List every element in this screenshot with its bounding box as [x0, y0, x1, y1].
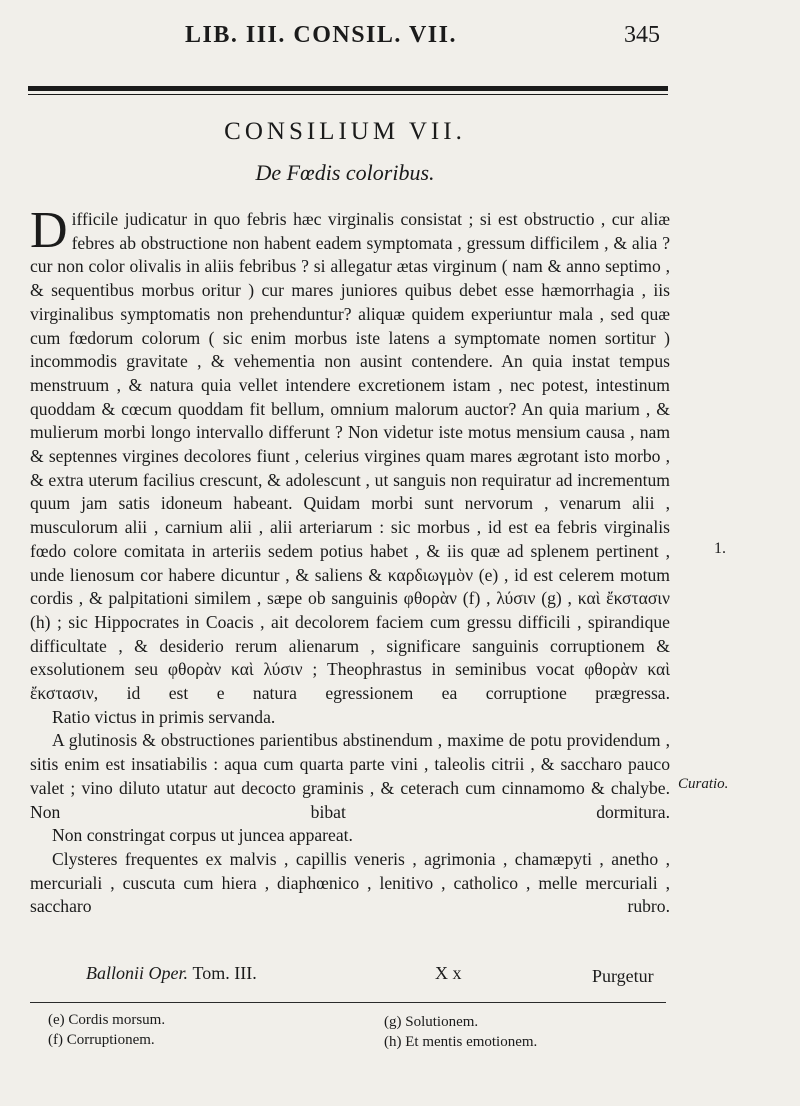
footnote-rule: [30, 1002, 666, 1003]
page-number: 345: [624, 22, 660, 48]
footnote-f: (f) Corruptionem.: [48, 1032, 155, 1048]
chapter-title: CONSILIUM VII.: [224, 118, 466, 145]
drop-cap: D: [30, 202, 68, 259]
footnote-e: (e) Cordis morsum.: [48, 1012, 166, 1028]
catchword: Purgetur: [592, 966, 654, 986]
margin-note-curatio: Curatio.: [678, 776, 729, 792]
footnote-h: (h) Et mentis emotionem.: [384, 1034, 538, 1050]
running-head: LIB. III. CONSIL. VII.: [185, 22, 457, 48]
paragraph-non-constringat: Non constringat corpus ut juncea appareat.: [52, 825, 353, 846]
paragraph-clysteres: Clysteres frequentes ex malvis , capillis veneris , agrimonia , chamæpyti , anetho , mercuriali , cuscuta cum hiera , diaphœnico , lenitivo , catholico , melle mercuriali , saccharo rubro.: [30, 848, 670, 917]
margin-number: 1.: [714, 540, 726, 557]
paragraph-main-text: ifficile judicatur in quo febris hæc virginalis consistat ; si est obstructio , cur aliæ febres ab obstructione non habent eadem symptomata , gressum difficilem , & alia ? cur non color olivalis in aliis febribus ? si allegatur ætas virginum ( nam & anno septimo , & sequentibus morbus oritur ) cur mares juniores quibus debet esse hæmorrhagia , iis virginalibus symptomatis non prehenduntur? aliquæ quidem experiuntur mala , sed quæ cum fœdorum colorum ( sic enim morbus iste latens a symptomate nomen sortitur ) incommodis gravitate , & vehementia non ausint contendere. An quia instat tempus menstruum , & natura quia vellet intendere excretionem istam , nec potest, intestinum quoddam & cœcum quoddam fit bellum, omnium malorum auctor? An quia marium , & mulierum morbi longo intervallo differunt ? Non videtur iste motus mensium causa , nam & septennes virgines decolores fiunt , celerius virgines quam mares ægrotant isto morbo , & extra uterum facilius crescunt, & adolescunt , ut sanguis non requiratur ad incrementum quum jam satis idoneum habeant. Quidam morbi sunt nervorum , venarum alii , musculorum alii , carnium alii , alii arteriarum : sic morbus , id est ea febris virginalis fœdo colore comitata in arteriis sedem potius habet , & iis quæ ad splenem pertinent , unde lienosum cor habere dicuntur , & saliens & καρδιωγμὸν (e) , id est celerem motum cordis , & palpitationi similem , sæpe ob sanguinis φθορὰν (f) , λύσιν (g) , καὶ ἔκστασιν (h) ; sic Hippocrates in Coacis , ait decolorem faciem cum gressu difficili , spirandique difficultate , & desiderio rerum alienarum , significare sanguinis corruptionem & exsolutionem seu φθορὰν καὶ λύσιν ; Theophrastus in seminibus vocat φθορὰν καὶ ἔκστασιν, id est e natura egressionem ea corruptione prægressa.: [30, 209, 670, 704]
paragraph-main: [30, 202, 670, 706]
body-text: [30, 202, 670, 919]
header-rule-thick: [28, 86, 668, 91]
chapter-subtitle: De Fœdis coloribus.: [255, 160, 435, 185]
signature-line: [86, 963, 257, 984]
signature-mark: X x: [435, 963, 462, 983]
signature-italic: Ballonii Oper.: [86, 963, 188, 983]
header-rule-thin: [28, 94, 668, 95]
paragraph-glutinosis: A glutinosis & obstructiones parientibus abstinendum , maxime de potu providendum , sitis enim est insatiabilis : aqua cum quarta parte vini , taleolis citrii , & saccharo pauco valet ; vino diluto utatur aut decocto graminis , & ceterach cum cinnamomo & chalybe. Non bibat dormitura.: [30, 730, 670, 822]
bleed-through: [720, 60, 790, 76]
footnote-g: (g) Solutionem.: [384, 1014, 479, 1030]
signature-roman: Tom. III.: [192, 963, 257, 983]
paragraph-ratio-victus: Ratio victus in primis servanda.: [52, 706, 276, 727]
